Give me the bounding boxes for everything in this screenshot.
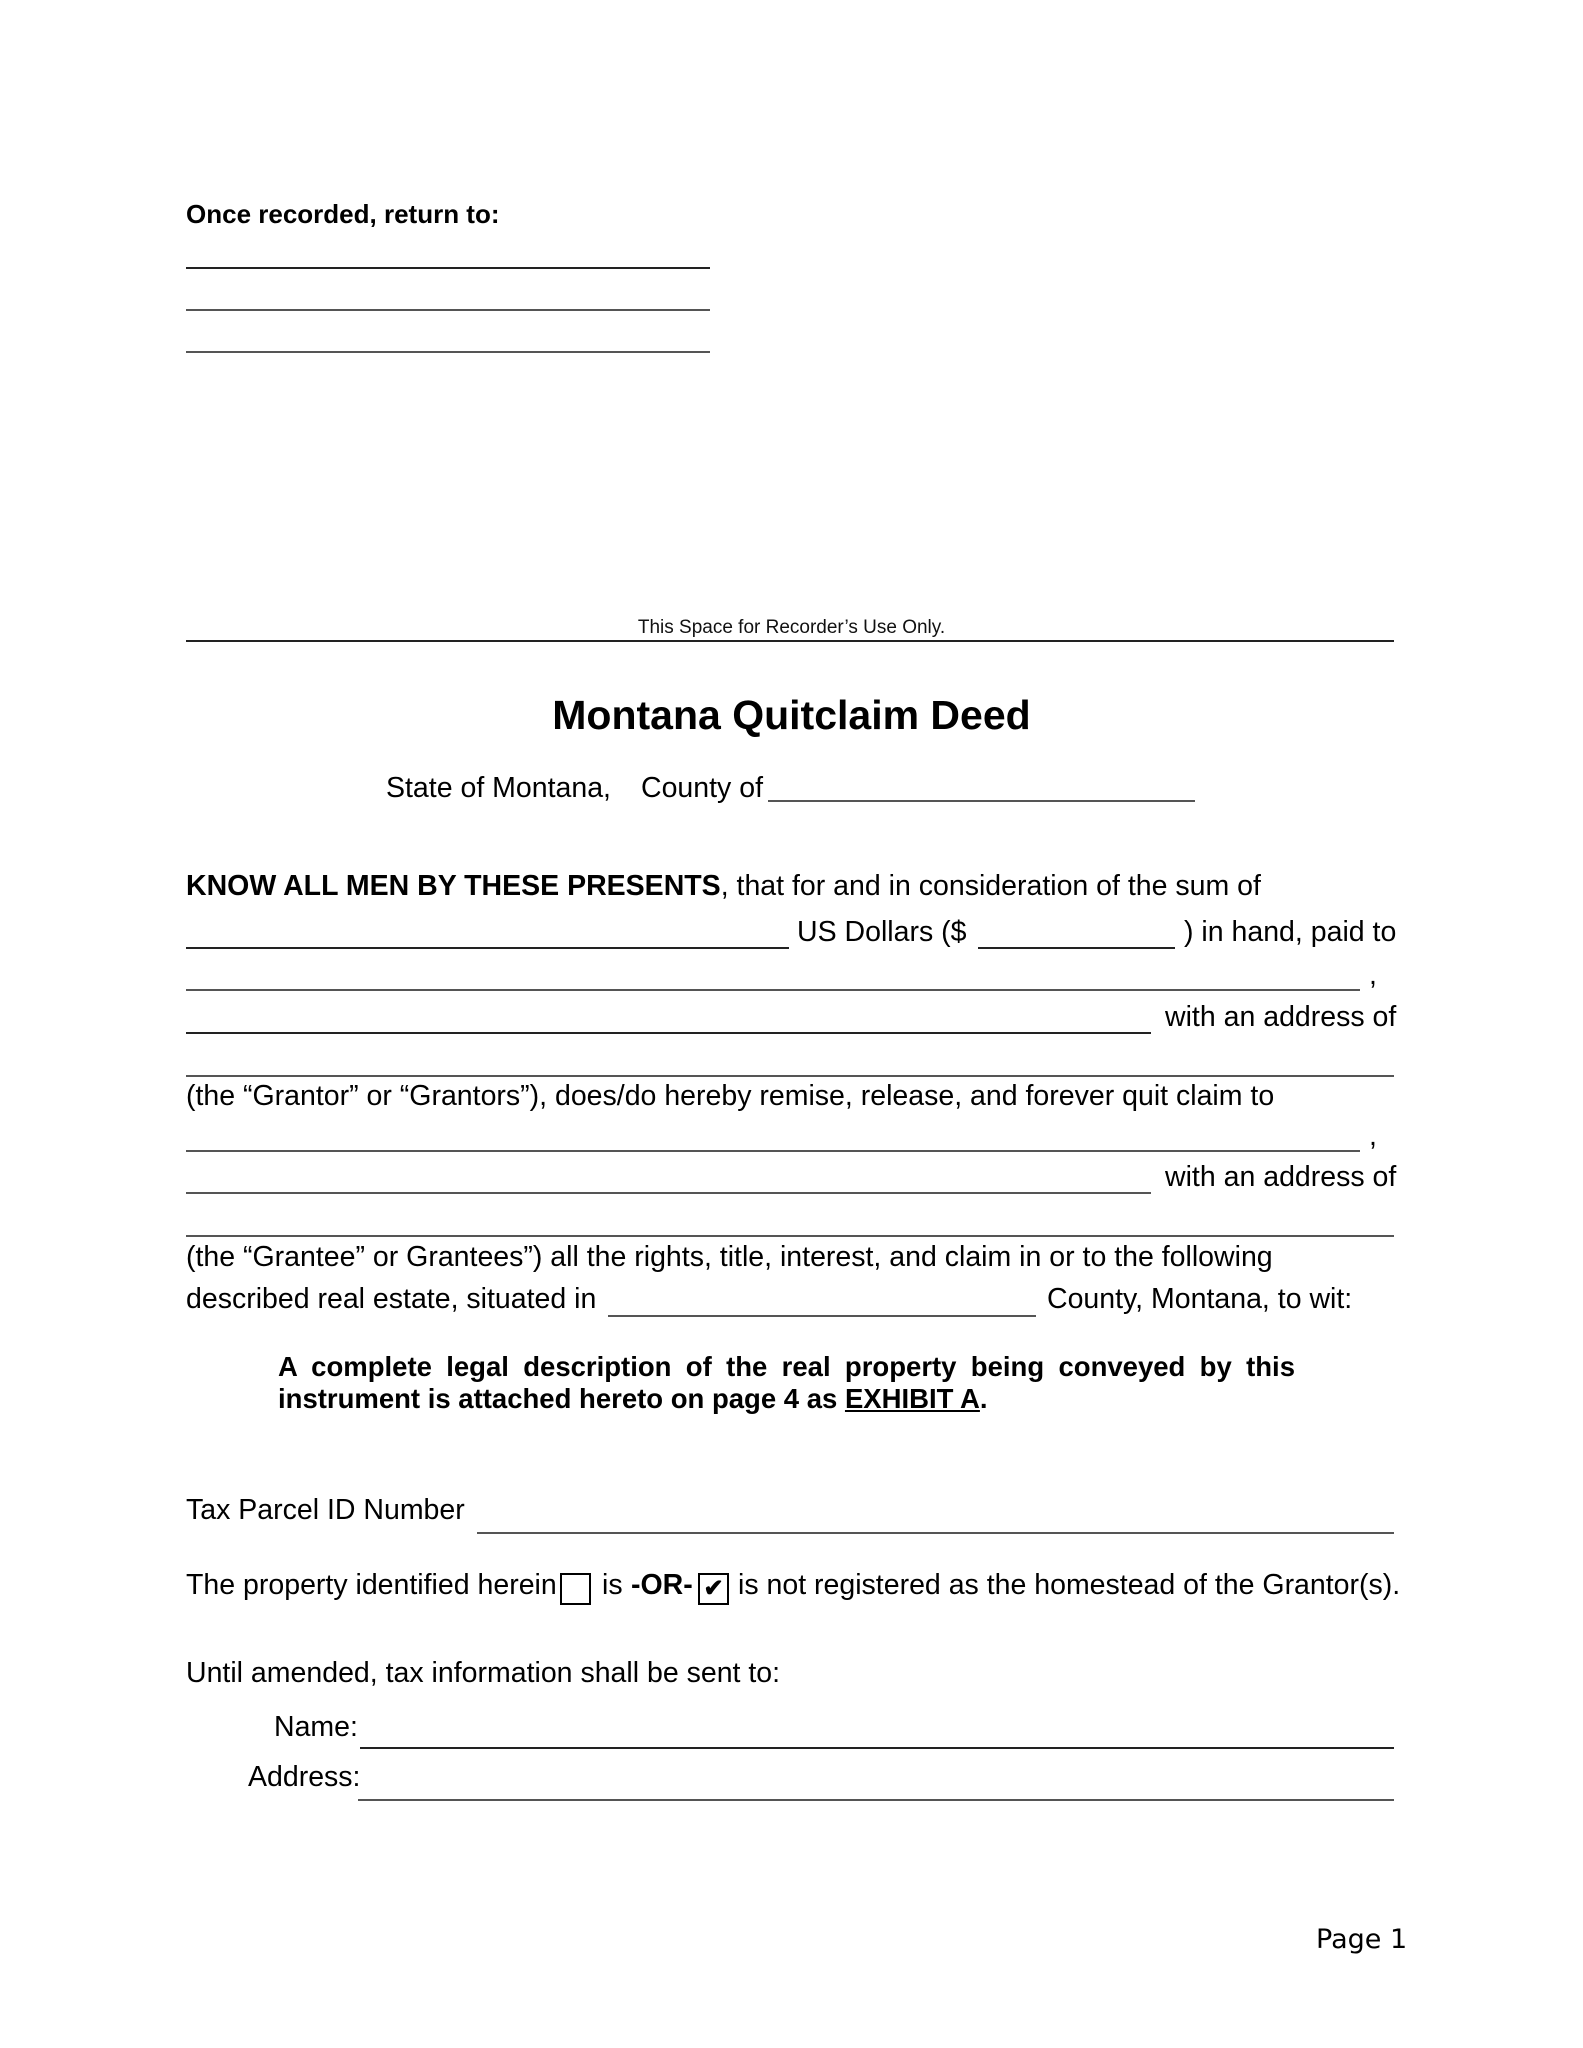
- return-to-line-1[interactable]: [186, 267, 710, 269]
- grantor-comma: ,: [1369, 959, 1377, 991]
- tax-info-address-field[interactable]: [358, 1799, 1394, 1801]
- grantor-address-field-1[interactable]: [186, 1032, 1151, 1034]
- recorder-divider: [186, 640, 1394, 642]
- tax-parcel-field[interactable]: [477, 1532, 1394, 1534]
- county-label: County of: [641, 772, 763, 804]
- grantee-address-field-2[interactable]: [186, 1235, 1394, 1237]
- grantor-address-label: with an address of: [1165, 1001, 1397, 1033]
- tax-info-name-field[interactable]: [360, 1747, 1394, 1749]
- legal-description-period: .: [979, 1383, 988, 1414]
- homestead-or-label: -OR-: [631, 1569, 693, 1601]
- grantor-address-field-2[interactable]: [186, 1075, 1394, 1077]
- homestead-prefix: The property identified herein: [186, 1569, 557, 1601]
- homestead-is-not-label: is not registered as the homestead of the Grantor(s).: [738, 1569, 1401, 1601]
- recorder-use-note-text: This Space for Recorder’s Use Only.: [637, 617, 946, 638]
- exhibit-a-link[interactable]: EXHIBIT A: [844, 1383, 980, 1414]
- tax-info-name-label: Name:: [274, 1711, 358, 1743]
- grantee-address-field-1[interactable]: [186, 1192, 1151, 1194]
- tax-info-address-label: Address:: [248, 1761, 361, 1793]
- page-number: Page 1: [1316, 1924, 1408, 1955]
- return-to-line-2[interactable]: [186, 309, 710, 311]
- county-field[interactable]: [768, 800, 1195, 802]
- grantee-clause: (the “Grantee” or Grantees”) all the rights, title, interest, and claim in or to the following: [186, 1241, 1273, 1273]
- grantee-name-field[interactable]: [186, 1150, 1360, 1152]
- homestead-is-checkbox[interactable]: [560, 1573, 591, 1605]
- return-to-heading: Once recorded, return to:: [186, 199, 500, 229]
- us-dollars-label: US Dollars ($: [797, 916, 967, 948]
- legal-description-note: [278, 1351, 1295, 1415]
- grantor-clause: (the “Grantor” or “Grantors”), does/do hereby remise, release, and forever quit claim to: [186, 1080, 1275, 1112]
- legal-description-text: A complete legal description of the real property being conveyed by this instrument is attached hereto on page 4 as: [278, 1351, 1295, 1414]
- document-title: Montana Quitclaim Deed: [552, 692, 1031, 738]
- tax-parcel-label: Tax Parcel ID Number: [186, 1494, 465, 1526]
- amount-words-field[interactable]: [186, 947, 789, 949]
- know-all-men-bold: KNOW ALL MEN BY THESE PRESENTS: [186, 870, 721, 902]
- grantee-comma: ,: [1369, 1120, 1377, 1152]
- situated-label: described real estate, situated in: [186, 1283, 597, 1315]
- amount-number-field[interactable]: [978, 947, 1175, 949]
- homestead-is-not-checkbox[interactable]: [698, 1573, 729, 1605]
- tax-info-heading: Until amended, tax information shall be sent to:: [186, 1657, 781, 1689]
- state-label: State of Montana,: [386, 772, 611, 804]
- property-county-field[interactable]: [608, 1315, 1036, 1317]
- return-to-line-3[interactable]: [186, 351, 710, 353]
- know-all-men-line: [186, 872, 1261, 901]
- recorder-use-note: [0, 617, 1583, 639]
- paid-to-label: ) in hand, paid to: [1184, 916, 1397, 948]
- county-montana-label: County, Montana, to wit:: [1047, 1283, 1353, 1315]
- checkmark-icon: ✔: [703, 1575, 724, 1602]
- consideration-text: , that for and in consideration of the sum of: [720, 870, 1261, 902]
- grantee-address-label: with an address of: [1165, 1161, 1397, 1193]
- grantor-name-field[interactable]: [186, 989, 1360, 991]
- homestead-is-label: is: [602, 1569, 623, 1601]
